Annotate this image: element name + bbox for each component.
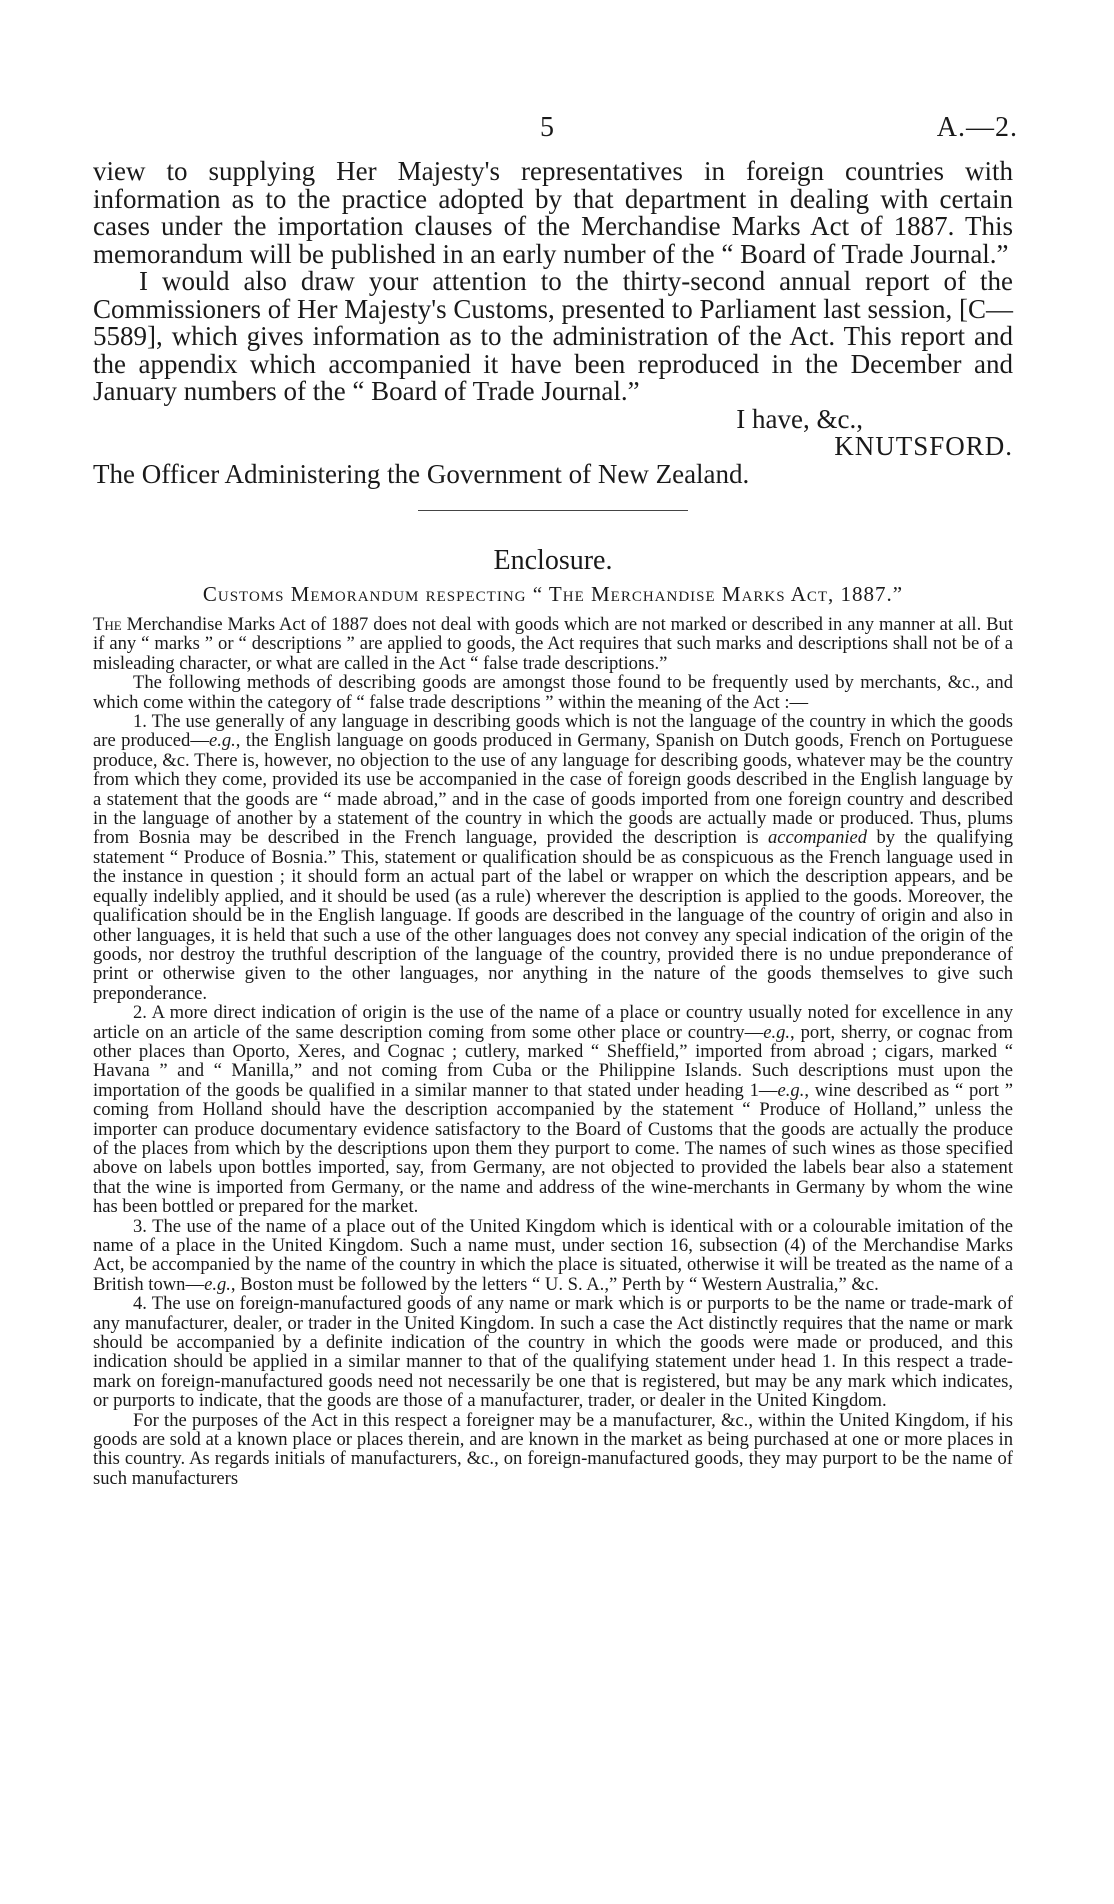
memo-item-1: 1. The use generally of any language in describing goods which is not the language of the country in which the goods are produced—e.g., the English language on goods produced in Germany, Spanish on Dutch goods, French on Portuguese produce, &c. There is, however, no objection to the use of any language for describing goods, whatever may be the country from which they come, provided its use be accompanied in the case of foreign goods described in the English language by a statement that the goods are “ made abroad,” and in the case of goods imported from one foreign country and described in the language of another by a statement of the country in which the goods are actually made or produced. Thus, plums from Bosnia may be described in the French language, provided the description is accompanied by the qualifying statement “ Produce of Bosnia.” This, statement or qualification should be as conspicuous as the French language used in the instance in question ; it should form an actual part of the label or wrapper on which the description appears, and be equally indelibly applied, and it should be used (as a rule) wherever the description is applied to the goods. Moreover, the qualification should be in the English language. If goods are described in the language of the country of origin and also in other languages, it is held that such a use of the other languages does not convey any special indication of the origin of the goods, nor destroy the truthful description of the language of the country, provided there is no undue preponderance of print or otherwise given to the other languages, nor anything in the nature of the goods themselves to give such preponderance. [93, 711, 1014, 1004]
closing-line: I have, &c., [736, 403, 863, 434]
memo-item-4: 4. The use on foreign-manufactured goods of any name or mark which is or purports to be the name or trade-mark of any manufacturer, dealer, or trader in the United Kingdom. In such a case the Act distinctly requires that the name or mark should be accompanied by a definite indication of the country in which the goods were made or produced, and this indication should be applied in a similar manner to that of the qualifying statement under head 1. In this respect a trade-mark on foreign-manufactured goods need not necessarily be one that is registered, but may be any mark which indicates, or purports to indicate, that the goods are those of a manufacturer, trader, or dealer in the United Kingdom. [93, 1293, 1013, 1412]
memo-paragraph: The following methods of describing goods are amongst those found to be frequently used by merchants, &c., and which come within the category of “ false trade descriptions ” within the meaning of the Act :— [93, 672, 1013, 713]
signature-block [93, 403, 1013, 461]
letter-paragraph: I would also draw your attention to the thirty-second annual report of the Commissioners of Her Majesty's Customs, presented to Parliament last session, [C—5589], which gives information as to the administration of the Act. This report and the appendix which accompanied it have been reproduced in the December and January numbers of the “ Board of Trade Journal.” [93, 266, 1013, 406]
letter-paragraph: view to supplying Her Majesty's representatives in foreign countries with information as to the practice adopted by that department in dealing with certain cases under the importation clauses of the Merchandise Marks Act of 1887. This memorandum will be published in an early number of the “ Board of Trade Journal.” [93, 156, 1013, 269]
memorandum-body [93, 615, 1013, 1488]
document-reference: A.—2. [936, 112, 1018, 143]
memo-paragraph: For the purposes of the Act in this respect a foreigner may be a manufacturer, &c., within the United Kingdom, if his goods are sold at a known place or places therein, and are known in the market as being purchased at one or more places in this country. As regards initials of manufacturers, &c., on foreign-manufactured goods, they may purport to be the name of such manufacturers [93, 1409, 1013, 1489]
divider [418, 510, 688, 511]
memorandum-title: Customs Memorandum respecting “ The Merchandise Marks Act, 1887.” [202, 581, 904, 606]
memo-item-3: 3. The use of the name of a place out of the United Kingdom which is identical with or a colourable imitation of the name of a place in the United Kingdom. Such a name must, under section 16, subsection (4) of the Merchandise Marks Act, be accompanied by the name of the country in which the place is situated, otherwise it will be treated as the name of a British town—e.g., Boston must be followed by the letters “ U. S. A.,” Perth by “ Western Australia,” &c. [93, 1215, 1013, 1295]
enclosure-heading: Enclosure. [493, 545, 613, 576]
memo-item-2: 2. A more direct indication of origin is the use of the name of a place or country usually noted for excellence in any article on an article of the same description coming from some other place or country—e.g., port, sherry, or cognac from other places than Oporto, Xeres, and Cognac ; cutlery, marked “ Sheffield,” imported from abroad ; cigars, marked “ Havana ” and “ Manilla,” and not coming from Cuba or the Philippine Islands. Such descriptions must upon the importation of the goods be qualified in a similar manner to that stated under heading 1—e.g., wine described as “ port ” coming from Holland should have the description accompanied by the statement “ Produce of Holland,” unless the importer can produce documentary evidence satisfactory to the Board of Customs that the goods are actually the produce of the places from which by the descriptions upon them they purport to come. The names of such wines as those specified above on labels upon bottles imported, say, from Germany, are not objected to provided the labels bear also a statement that the wine is imported from Germany, or the name and address of the wine-merchants in Germany by whom the wine has been bottled or prepared for the market. [93, 1002, 1013, 1218]
addressee: The Officer Administering the Government of New Zealand. [93, 458, 750, 489]
signature: KNUTSFORD. [834, 431, 1013, 461]
memo-paragraph: The Merchandise Marks Act of 1887 does not deal with goods which are not marked or described in any manner at all. But if any “ marks ” or “ descriptions ” are applied to goods, the Act requires that such marks and descriptions shall not be of a misleading character, or what are called in the Act “ false trade descriptions.” [93, 614, 1014, 674]
page-number: 5 [540, 112, 554, 143]
letter-body [93, 158, 1013, 1488]
page-header [0, 112, 1114, 152]
